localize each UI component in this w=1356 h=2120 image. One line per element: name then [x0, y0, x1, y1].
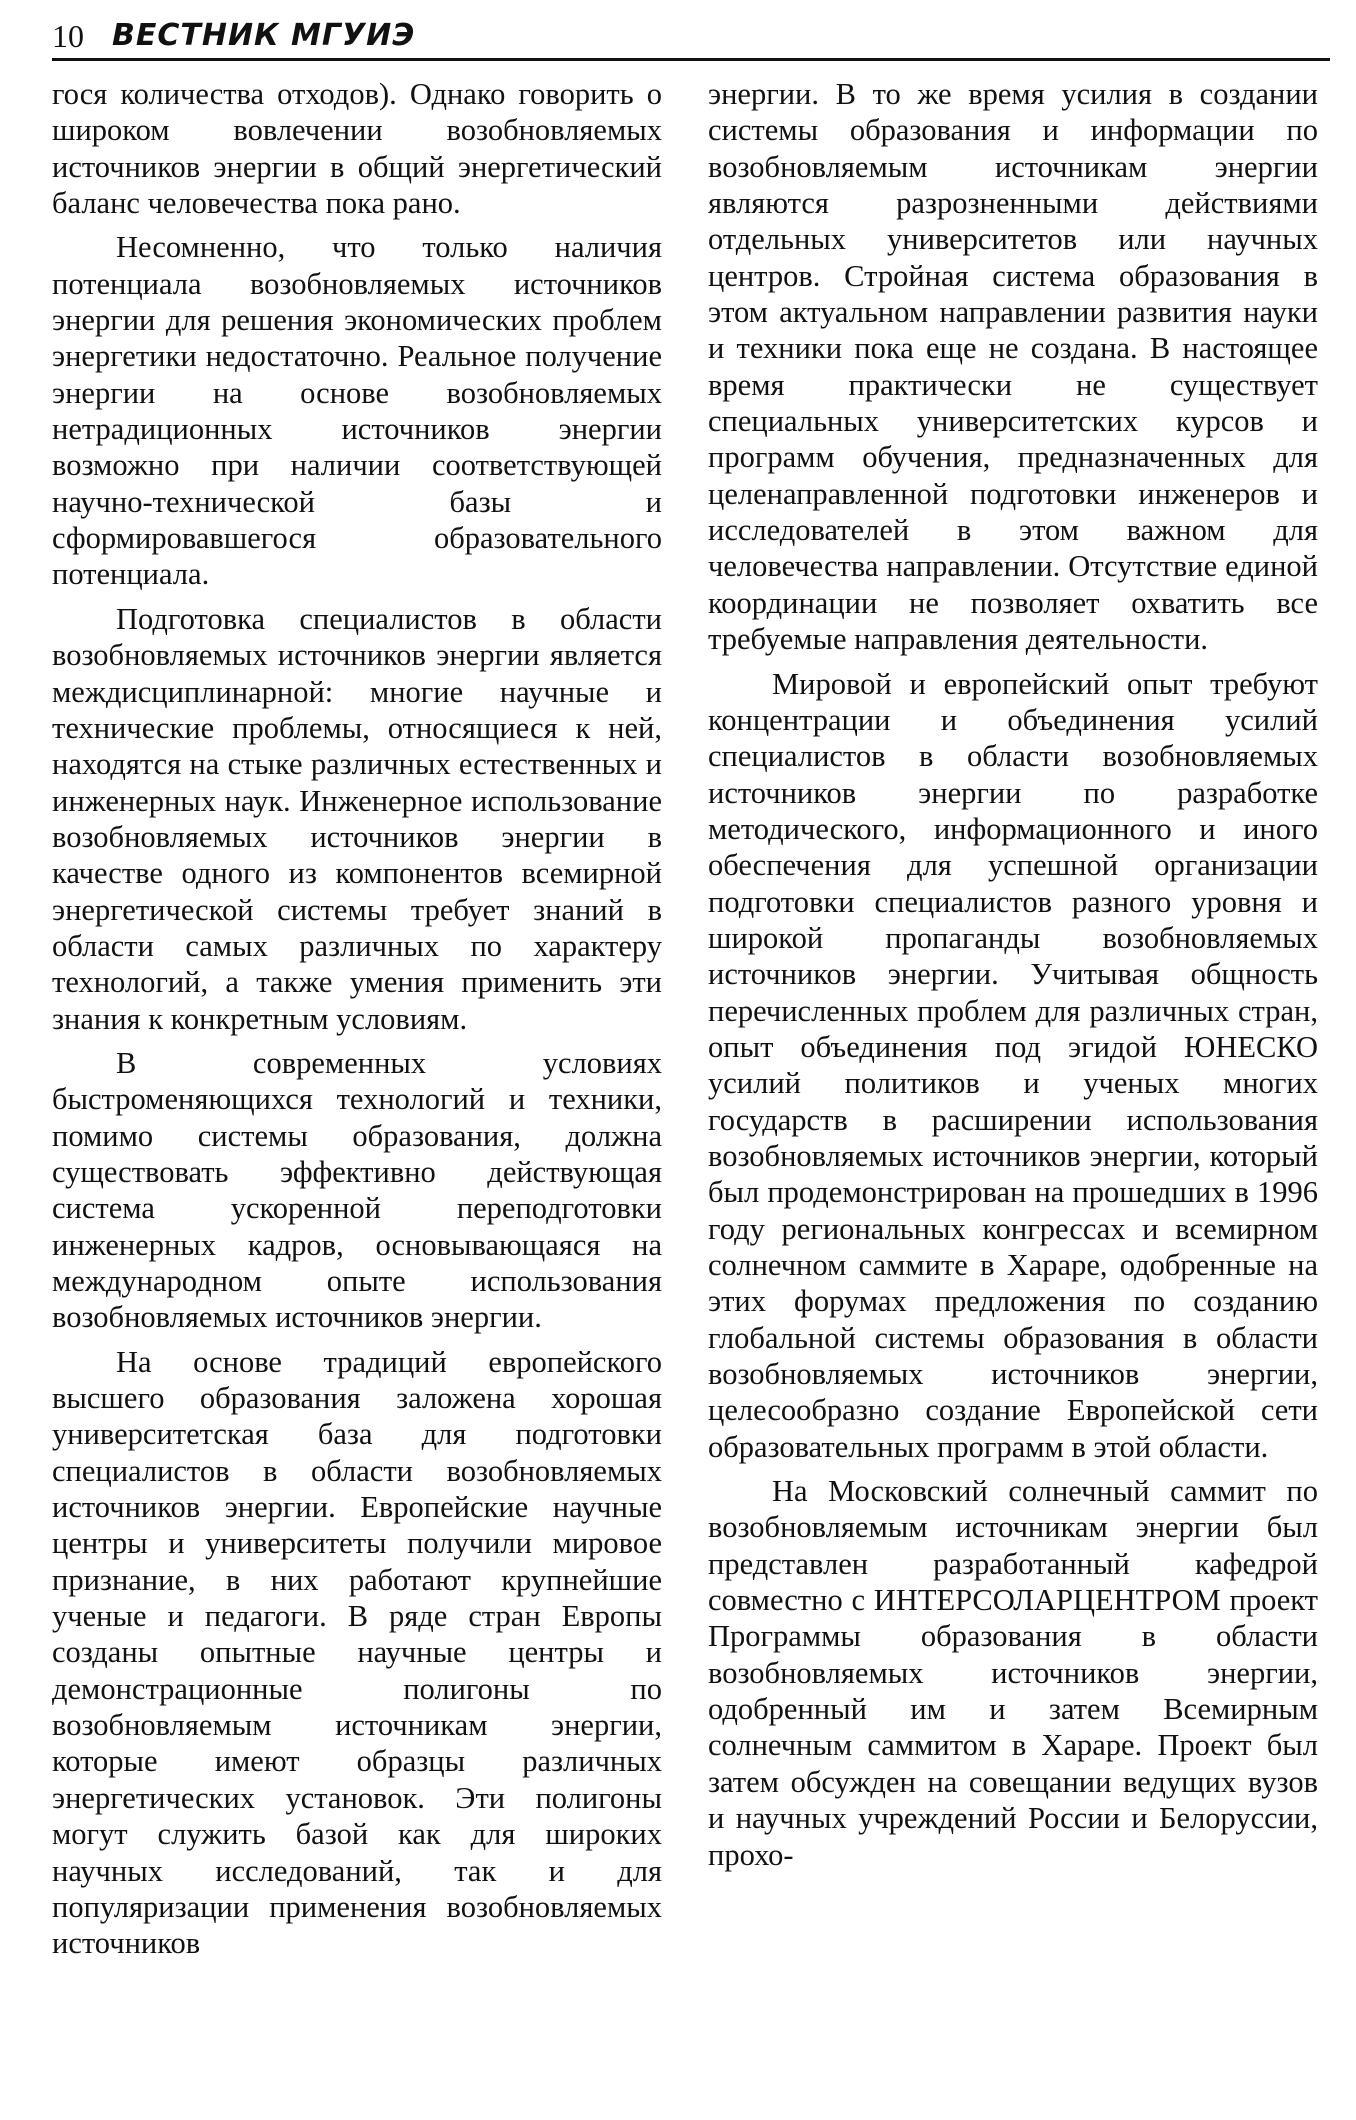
page-number: 10: [52, 18, 84, 54]
paragraph: На основе традиций европейского высшего образования заложена хорошая университетская база для подготовки специалистов в области возобновляемых источников энергии. Европейские научные центры и университеты получили мировое признание, в них работают крупнейшие ученые и педагоги. В ряде стран Европы созданы опытные научные центры и демонстрационные полигоны по возобновляемым источникам энергии, которые имеют образцы различных энергетических установок. Эти полигоны могут служить базой как для широких научных исследований, так и для популяризации применения возобновляемых источников: [52, 1344, 662, 1961]
paragraph: энергии. В то же время усилия в создании системы образования и информации по возобновляемым источникам энергии являются разрозненными действиями отдельных университетов или научных центров. Стройная система образования в этом актуальном направлении развития науки и техники пока еще не создана. В настоящее время практически не существует специальных университетских курсов и программ обучения, предназначенных для целенаправленной подготовки инженеров и исследователей в этом важном для человечества направлении. Отсутствие единой координации не позволяет охватить все требуемые направления деятельности.: [708, 77, 1318, 657]
journal-title: ВЕСТНИК МГУИЭ: [112, 18, 416, 53]
header-divider: [52, 58, 1330, 61]
paragraph: Мировой и европейский опыт требуют концентрации и объединения усилий специалистов в области возобновляемых источников энергии по разработке методического, информационного и иного обеспечения для успешной организации подготовки специалистов разного уровня и широкой пропаганды возобновляемых источников энергии. Учитывая общность перечисленных проблем для различных стран, опыт объединения под эгидой ЮНЕСКО усилий политиков и ученых многих государств в расширении использования возобновляемых источников энергии, который был продемонстрирован на прошедших в 1996 году региональных конгрессах и всемирном солнечном саммите в Хараре, одобренные на этих форумах предложения по созданию глобальной системы образования в области возобновляемых источников энергии, целесообразно создание Европейской сети образовательных программ в этой области.: [708, 666, 1318, 1464]
page-header: [52, 14, 1328, 60]
left-text-column: [52, 76, 662, 1962]
paragraph: На Московский солнечный саммит по возобновляемым источникам энергии был представлен разработанный кафедрой совместно с ИНТЕРСОЛАРЦЕНТРОМ проект Программы образования в области возобновляемых источников энергии, одобренный им и затем Всемирным солнечным саммитом в Хараре. Проект был затем обсужден на совещании ведущих вузов и научных учреждений России и Белоруссии, прохо-: [708, 1474, 1318, 1872]
paragraph: В современных условиях быстроменяющихся технологий и техники, помимо системы образования, должна существовать эффективно действующая система ускоренной переподготовки инженерных кадров, основывающаяся на международном опыте использования возобновляемых источников энергии.: [52, 1045, 662, 1335]
right-text-column: [708, 76, 1318, 1873]
paragraph: Подготовка специалистов в области возобновляемых источников энергии является междисциплинарной: многие научные и технические проблемы, относящиеся к ней, находятся на стыке различных естественных и инженерных наук. Инженерное использование возобновляемых источников энергии в качестве одного из компонентов всемирной энергетической системы требует знаний в области самых различных по характеру технологий, а также умения применить эти знания к конкретным условиям.: [52, 601, 662, 1036]
paragraph: гося количества отходов). Однако говорить о широком вовлечении возобновляемых источников энергии в общий энергетический баланс человечества пока рано.: [52, 77, 662, 221]
paragraph: Несомненно, что только наличия потенциала возобновляемых источников энергии для решения экономических проблем энергетики недостаточно. Реальное получение энергии на основе возобновляемых нетрадиционных источников энергии возможно при наличии соответствующей научно-технической базы и сформировавшегося образовательного потенциала.: [52, 230, 662, 592]
